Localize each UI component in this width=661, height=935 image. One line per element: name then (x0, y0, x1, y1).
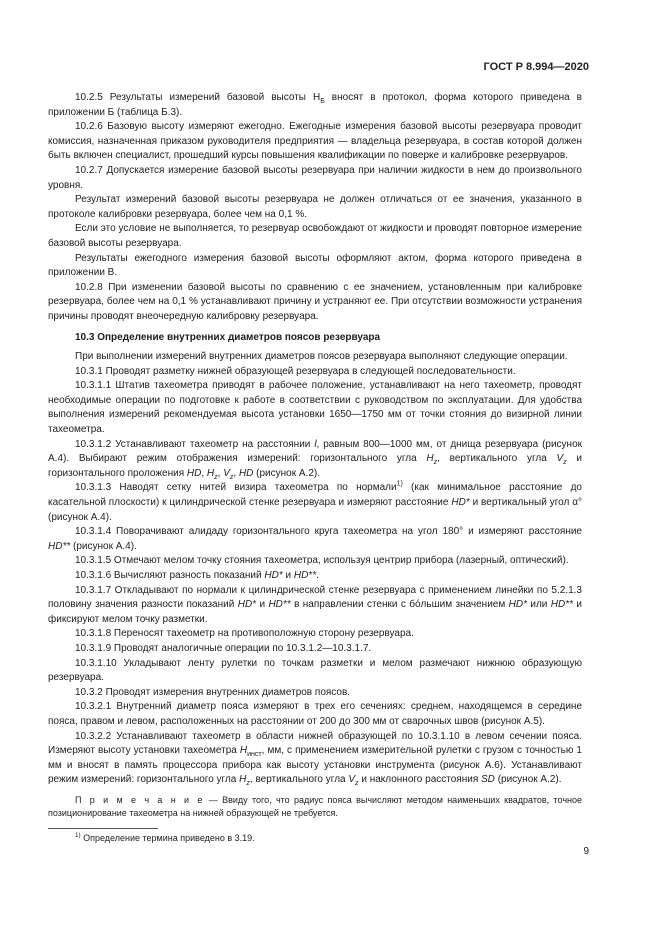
paragraph-10-2-6: 10.2.6 Базовую высоту измеряют ежегодно. Ежегодные измерения базовой высоты резервуара проводит комиссия, назначенная приказом руководителя предприятия — владельца резервуара, в состав которой должен быть включен специалист, прошедший курсы повышения квалификации по поверке и калибровке резервуаров. (48, 121, 582, 162)
footnote: $^{1)}$ Определение термина приведено в 3.19. (75, 832, 255, 843)
note-label: П р и м е ч а н и е (75, 794, 205, 805)
footnote-ref[interactable]: 1) (396, 481, 403, 489)
paragraph-10-3-2: 10.3.2 Проводят измерения внутренних диаметров поясов. (75, 686, 351, 698)
paragraph-text: Если это условие не выполняется, то резервуар освобождают от жидкости и проводят повторное измерение базовой высоты резервуара. (48, 223, 582, 249)
paragraph-10-2-5: 10.2.5 Результаты измерений базовой высоты $H_Б$ вносят в протокол, форма которого приведена в приложении Б (таблица Б.3). (48, 92, 582, 118)
paragraph-10-2-8: 10.2.8 При изменении базовой высоты по сравнению с ее значением, установленным при калибровке резервуара, более чем на 0,1 % устанавливают причину и устраняют ее. При отсутствии возможности устранения причины проводят внеочередную калибровку резервуара. (48, 281, 582, 322)
paragraph-10-3-1-1: 10.3.1.1 Штатив тахеометра приводят в рабочее положение, устанавливают на него тахеометр, проводят необходимые операции по подготовке к работе в соответствии с руководством по эксплуатации. Для удобства выполнения измерений рекомендуемая высота установки 1650—1750 мм от точки стояния до визирной линии тахеометра. (48, 380, 582, 436)
body-text (48, 91, 582, 820)
paragraph-text: Результат измерений базовой высоты резервуара не должен отличаться от ее значения, указанного в протоколе калибровки резервуара, более чем на 0,1 %. (48, 194, 582, 220)
note: П р и м е ч а н и е — Ввиду того, что радиус пояса вычисляют методом наименьших квадратов, точное позиционирование тахеометра на нижней образующей не требуется. (48, 794, 582, 818)
paragraph-text: Результаты ежегодного измерения базовой высоты оформляют актом, форма которого приведена в приложении В. (48, 252, 582, 279)
paragraph-10-3-1: 10.3.1 Проводят разметку нижней образующей резервуара в следующей последовательности. (75, 365, 516, 377)
paragraph-10-3-1-8: 10.3.1.8 Переносят тахеометр на противоположную сторону резервуара. (75, 628, 414, 640)
paragraph-10-3-2-1: 10.3.2.1 Внутренний диаметр пояса измеряют в трех его сечениях: среднем, находящемся в середине пояса, правом и левом, расположенных на расстоянии от 200 до 300 мм от сварочных швов (рисунок А.5). (48, 701, 582, 727)
paragraph-10-2-7: 10.2.7 Допускается измерение базовой высоты резервуара при наличии жидкости в нем до произвольного уровня. (48, 164, 582, 191)
paragraph-10-3-1-10: 10.3.1.10 Укладывают ленту рулетки по точкам разметки и мелом размечают нижнюю образующую резервуара. (48, 657, 582, 684)
paragraph-10-3-1-4: 10.3.1.4 Поворачивают алидаду горизонтального круга тахеометра на угол 180° и измеряют расстояние HD** (рисунок А.4). (48, 526, 582, 552)
paragraph-10-3-1-5: 10.3.1.5 Отмечают мелом точку стояния тахеометра, используя центрир прибора (лазерный, оптический). (75, 555, 569, 567)
paragraph-10-3-1-6: 10.3.1.6 Вычисляют разность показаний HD* и HD**. (75, 570, 319, 581)
paragraph-10-3-1-9: 10.3.1.9 Проводят аналогичные операции по 10.3.1.2—10.3.1.7. (75, 642, 372, 654)
footnote-divider (48, 828, 158, 829)
paragraph-text: При выполнении измерений внутренних диаметров поясов резервуара выполняют следующие операции. (75, 351, 568, 363)
page-number: 9 (583, 846, 589, 857)
paragraph-10-3-1-7: 10.3.1.7 Откладывают по нормали к цилиндрической стенке резервуара с применением линейки по 5.2.1.3 половину значения разности показаний HD* и HD** в направлении стенки с бо́льшим значением HD* или HD** и фиксируют мелом точку разметки. (48, 584, 582, 625)
paragraph-10-3-1-3: 10.3.1.3 Наводят сетку нитей визира тахеометра по нормали$^{1)}$ (как минимальное расстояние до касательной плоскости) к цилиндрической стенке резервуара и измеряют расстояние HD* и вертикальный угол α° (рисунок А.4). (48, 481, 582, 523)
section-title: 10.3 Определение внутренних диаметров поясов резервуара (75, 331, 381, 343)
document-number: ГОСТ Р 8.994—2020 (483, 61, 589, 73)
paragraph-10-3-2-2: 10.3.2.2 Устанавливают тахеометр в области нижней образующей по 10.3.1.10 в левом сечении пояса. Измеряют высоту установки тахеометра $H_{инст}$, мм, с применением измерительной рулетки с грузом с точностью 1 мм и вносят в память процессора прибора как высоту установки инструмента (рисунок А.6). Устанавливают режим измерений: горизонтального угла $H_z$, вертикального угла $V_z$ и наклонного расстояния SD (рисунок А.2). (48, 730, 582, 788)
paragraph-10-3-1-2: 10.3.1.2 Устанавливают тахеометр на расстоянии l, равным 800—1000 мм, от днища резервуара (рисунок А.4). Выбирают режим отображения измерений: горизонтального угла $H_z$, вертикального угла $V_z$ и горизонтального проложения HD, $H_z$, $V_z$, HD (рисунок А.2). (48, 438, 583, 481)
